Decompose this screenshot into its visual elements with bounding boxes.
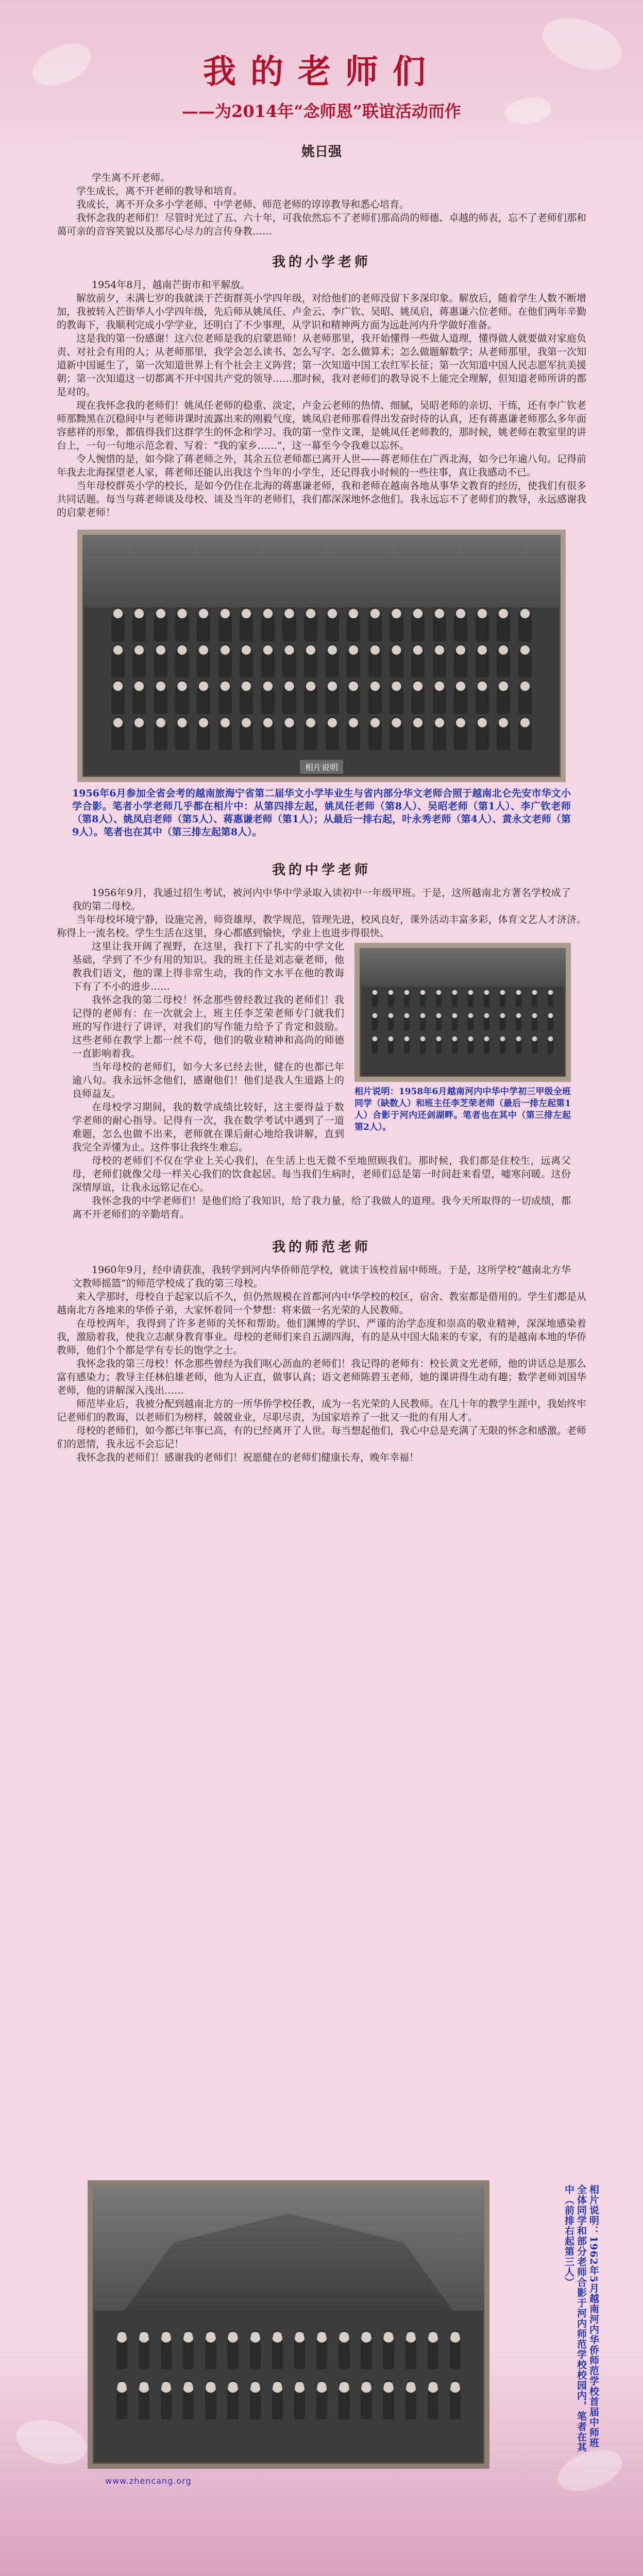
middle-paragraph: 这里让我开阔了视野，在这里，我打下了扎实的中学文化基础，学到了不少有用的知识。我的班主任是刘志豪老师，他教我们语文，他的课上得非常生动，我的作文水平在他的教诲下有了不小的进步……	[72, 941, 344, 992]
site-watermark: www.zhencang.org	[105, 2476, 192, 2486]
middle-paragraph: 我怀念我的第二母校！怀念那些曾经教过我的老师们！我记得的老师有：在一次就会上，班主任李芝荣老师专门就我们班的写作进行了讲评，对我们的写作能力给予了肯定和鼓励。这些老师在教学上都一丝不苟，他们的敬业精神和高尚的师德一直影响着我。	[72, 994, 344, 1059]
photo-row	[111, 680, 532, 714]
article	[57, 31, 586, 2555]
photo-background	[360, 948, 566, 987]
photo-row	[372, 1036, 553, 1054]
middle-paragraph: 1956年9月，我通过招生考试，被河内中华中学录取入读初中一年级甲班。于是，这所越南北方著名学校成了我的第二母校。	[72, 887, 571, 912]
normal-photo-caption: 相片说明：1962年5月越南河内华侨师范学校首届中师班全体同学和部分老师合影于河内师范学校校园内，笔者在其中（前排右起第三人）	[563, 2184, 599, 2452]
primary-paragraph: 当年母校群英小学的校长，是如今仍住在北海的蒋惠谦老师，我和老师在越南各地从事华文教育的经历，使我们有很多共同话题。每当与蒋老师谈及母校、谈及当年的老师们，我们都深深地怀念他们。我永远忘不了老师们的教导，永远感谢我的启蒙老师！	[57, 480, 586, 518]
normal-paragraph: 1960年9月，经申请获准，我转学到河内华侨师范学校，就读于该校首届中师班。于是，这所学校“越南北方华文教师摇篮”的师范学校成了我的第三母校。	[72, 1264, 571, 1289]
photo-background	[82, 535, 561, 607]
normal-group-photo	[88, 2180, 489, 2469]
photo-row	[111, 644, 532, 678]
primary-paragraph: 解放前夕，未满七岁的我就读于芒街群英小学四年级，对给他们的老师没留下多深印象。解放后，随着学生人数不断增加，我被转入芒街华人小学四年级，先后师从姚凤任、卢金云、李广钦、吴昭、姚凤启，蒋惠谦六位老师。在他们两年辛勤的教诲下，我顺利完成小学学业，还明白了不少事理，从学识和精神两方面为远赴河内升学做好准备。	[57, 293, 586, 331]
section-title-normal: 我的师范老师	[272, 1240, 371, 1255]
section-title-primary: 我的小学老师	[272, 255, 371, 270]
primary-paragraph: 1954年8月，越南芒街市和平解放。	[92, 279, 250, 291]
intro-paragraph: 我成长，离不开众多小学老师、中学老师、师范老师的谆谆教导和悉心培育。	[76, 199, 410, 210]
normal-paragraph: 我怀念我的老师们！感谢我的老师们！祝愿健在的老师们健康长寿，晚年幸福！	[76, 1452, 419, 1463]
page-subtitle: ——为2014年“念师恩”联谊活动而作	[182, 101, 461, 121]
normal-paragraph: 师范毕业后，我被分配到越南北方的一所华侨学校任教，成为一名光荣的人民教师。在几十年的教学生涯中，我始终牢记老师们的教诲，以老师们为榜样，兢兢业业，尽职尽责，为国家培养了一批又一批的有用人才。	[57, 1398, 586, 1423]
photo-row	[116, 2380, 461, 2419]
section-title-middle: 我的中学老师	[272, 862, 371, 878]
middle-paragraph: 当年母校的老师们，如今大多已经去世，健在的也都已年逾八旬。我永远怀念他们，感谢他们！他们是我人生道路上的良师益友。	[72, 1061, 344, 1099]
page-title: 我的老师们	[203, 53, 440, 91]
photo-row	[372, 989, 553, 1007]
middle-paragraph: 当年母校坏境宁静，设施完善，师资雄厚，教学规范，管理先进，校风良好，课外活动丰富多彩，体育文艺人才济济。称得上一流名校。学生生活在这里，身心都感到愉快，学业上也进步得很快。	[57, 914, 586, 939]
photo-row	[116, 2330, 461, 2369]
photo-label: 相片说明	[300, 760, 343, 774]
primary-paragraph: 这是我的第一份感谢！这六位老师是我的启蒙恩师！从老师那里，我开始懂得一些做人道理，懂得做人就要做对家庭负责、对社会有用的人；从老师那里，我学会怎么读书、怎么写字、怎么做算术；怎么做题解数学；从老师那里，我第一次知道新中国诞生了，第一次知道世界上有个社会主义阵营；第一次知道中国工农红军长征；第一次知道中国人民志愿军抗美援朝；第一次知道这一切都离不开中国共产党的领导……那时候，我对老师们的教导说不上能完全理解，但知道老师所讲的都是对的。	[57, 333, 586, 398]
middle-paragraph: 我怀念我的中学老师们！是他们给了我知识，给了我力量，给了我做人的道理。我今天所取得的一切成绩，都离不开老师们的辛勤培育。	[72, 1195, 571, 1220]
normal-paragraph: 在母校两年，我得到了许多老师的关怀和帮助。他们渊博的学识、严谨的治学态度和崇高的敬业精神，深深地感染着我，激励着我，使我立志献身教育事业。母校的老师们来自五湖四海，有的是从中国大陆来的专家，有的是越南本地的华侨教师，他们个个都是学有专长的饱学之士。	[57, 1318, 586, 1356]
primary-paragraph: 令人惋惜的是，如今除了蒋老师之外，其余五位老师都已离开人世——蒋老师住在广西北海，如今已年逾八旬。记得前年我去北海探望老人家，蒋老师还能认出我这个当年的小学生，还记得我小时候的一些往事，真让我感动不已。	[57, 453, 586, 478]
author-name: 姚日强	[301, 144, 342, 160]
intro-paragraph: 我怀念我的老师们！尽管时光过了五、六十年，可我依然忘不了老师们那高尚的师德、卓越的师表，忘不了老师们那和蔼可亲的音容笑貌以及那尽心尽力的言传身教……	[57, 212, 586, 237]
middle-paragraph: 母校的老师们不仅在学业上关心我们，在生活上也无微不至地照顾我们。那时候，我们都是住校生，远离父母，老师们就像父母一样关心我们的饮食起居。每当我们生病时，老师们总是第一时间赶来看望，嘘寒问暖。这份深情厚谊，让我永远铭记在心。	[72, 1155, 571, 1193]
primary-paragraph: 现在我怀念我的老师们！姚凤任老师的稳重、淡定，卢金云老师的热情、细腻，吴昭老师的亲切、干练，还有李广钦老师那黝黑在沉稳间中与老师讲课时流露出来的刚毅气度，姚凤启老师那看得出发奋时待的认真，还有蒋惠谦老师那么多年面容慈祥的形象，都值得我们这群学生的怀念和学习。我的第一堂作文课，是姚凤任老师教的，那时候，姚老师在教室里的讲台上，一句一句地示范念着、写着：“我的家乡……”，这一幕至今令我难以忘怀。	[57, 400, 586, 451]
intro-block	[57, 171, 586, 238]
normal-paragraph: 来入学那时，母校自于起家以后不久，但仍然规模在首都河内中华学校的校区，宿舍、教室都是借用的。学生们都是从越南北方各地来的华侨子弟，大家怀着同一个梦想：将来做一名光荣的人民教师。	[57, 1291, 586, 1316]
middle-group-photo	[354, 943, 571, 1082]
primary-group-photo	[77, 530, 566, 782]
middle-body	[72, 940, 571, 1221]
middle-photo-caption: 相片说明：1958年6月越南河内中华中学初三甲级全班同学（缺数人）和班主任李芝荣老师（最后一排左起第1人）合影于河内还剑湖畔。笔者也在其中（第三排左起第2人）。	[354, 1087, 571, 1132]
primary-photo-caption: 1956年6月参加全省会考的越南旅海宁省第二届华文小学毕业生与省内部分华文老师合照于越南北仑先安市华文小学合影。笔者小学老师几乎都在相片中：从第四排左起，姚凤任老师（第8人）、吴昭老师（第1人）、李广钦老师（第8人）、姚凤启老师（第5人）、蒋惠谦老师（第1人）；从最后一排右起，叶永秀老师（第4人）、黄永文老师（第9人）。笔者也在其中（第三排左起第8人）。	[72, 788, 571, 838]
intro-paragraph: 学生成长，离不开老师的教导和培育。	[76, 185, 243, 197]
photo-row	[372, 1012, 553, 1030]
normal-paragraph: 我怀念我的第三母校！怀念那些曾经为我们呕心沥血的老师们！我记得的老师有：校长黄文光老师，他的讲话总是那么富有感染力；教导主任林伯雄老师，他为人正直，做事认真；语文老师陈碧玉老师，她的课讲得生动有趣；数学老师刘国华老师，他的讲解深入浅出……	[57, 1358, 586, 1396]
photo-row	[111, 717, 532, 751]
middle-paragraph: 在母校学习期间，我的数学成绩比较好，这主要得益于数学老师的耐心指导。记得有一次，我在数学考试中遇到了一道难题，怎么也做不出来，老师就在课后耐心地给我讲解，直到我完全弄懂为止。这件事让我终生难忘。	[72, 1101, 344, 1153]
normal-paragraph: 母校的老师们，如今都已年事已高，有的已经离开了人世。每当想起他们，我心中总是充满了无限的怀念和感激。老师们的恩情，我永远不会忘记！	[57, 1425, 586, 1450]
photo-row	[111, 607, 532, 641]
intro-paragraph: 学生离不开老师。	[92, 172, 171, 183]
middle-photo-block	[354, 943, 571, 1133]
